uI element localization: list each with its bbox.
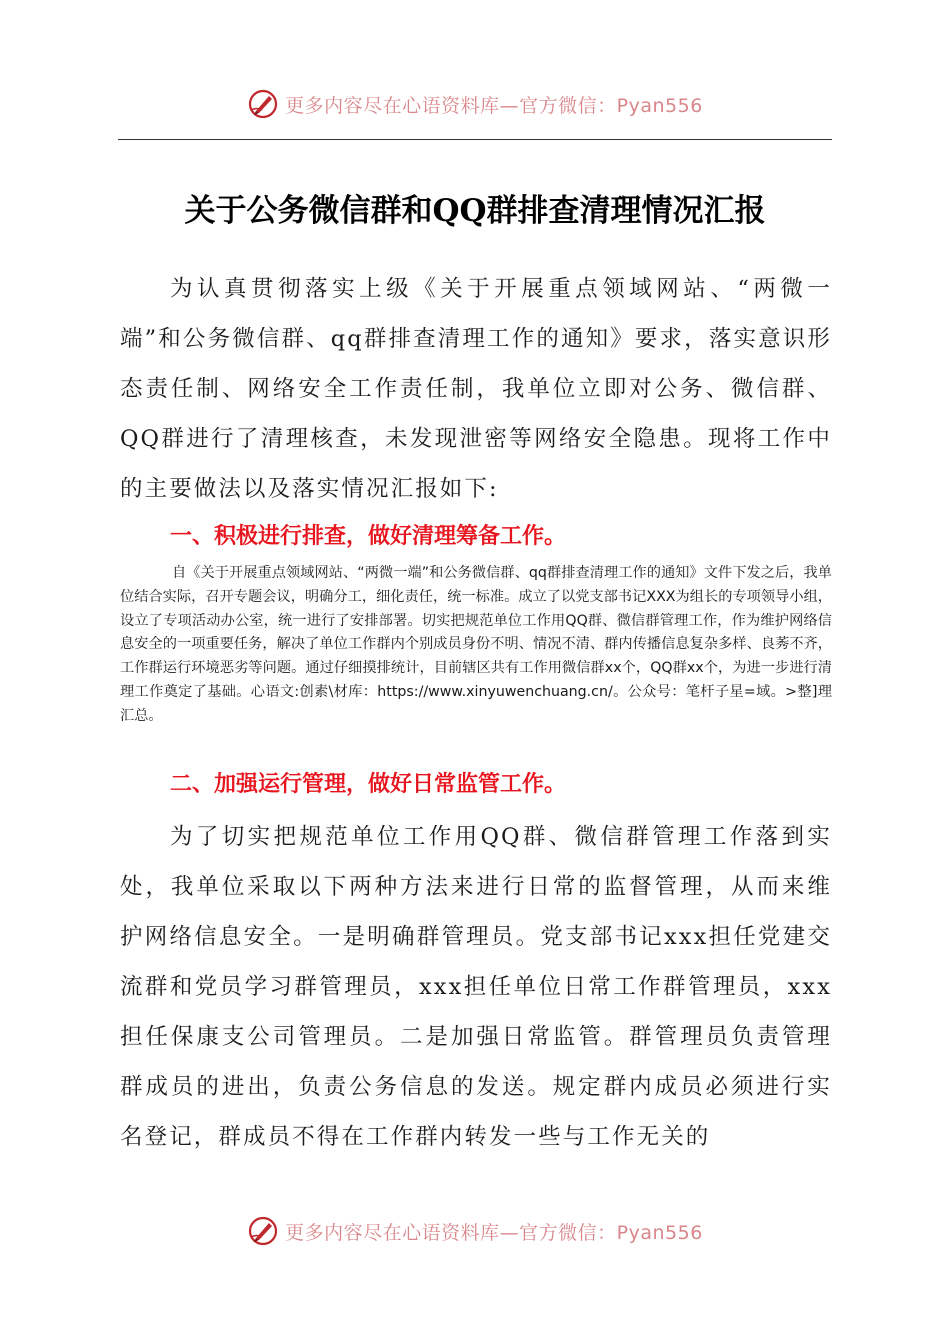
footer-watermark [0,1211,950,1251]
section-1-paragraph: 自《关于开展重点领域网站、“两微一端”和公务微信群、qq群排查清理工作的通知》文件下发之后，我单位结合实际，召开专题会议，明确分工，细化责任，统一标准。成立了以党支部书记XXX为组长的专项领导小组，设立了专项活动办公室，统一进行了安排部署。切实把规范单位工作用QQ群、微信群管理工作，作为维护网络信息安全的一项重要任务，解决了单位工作群内个别成员身份不明、情况不清、群内传播信息复杂多样、良莠不齐，工作群运行环境恶劣等问题。通过仔细摸排统计，目前辖区共有工作用微信群xx个，QQ群xx个，为进一步进行清理工作奠定了基础。心语文:创素\材库：https://www.xinyuwenchuang.cn/。公众号：笔杆子星=域。>整]理汇总。 [120,565,832,724]
header-watermark [0,84,950,124]
document-title: 关于公务微信群和QQ群排查清理情况汇报 [184,193,766,229]
watermark-text: 更多内容尽在心语资料库—官方微信：Pyan556 [285,94,703,117]
section-heading-1: 一、积极进行排查，做好清理筹备工作。 [170,524,567,549]
section-heading-2: 二、加强运行管理，做好日常监管工作。 [170,772,567,797]
pen-logo-icon [247,1215,279,1247]
intro-paragraph: 为认真贯彻落实上级《关于开展重点领域网站、“两微一端”和公务微信群、qq群排查清理工作的通知》要求，落实意识形态责任制、网络安全工作责任制，我单位立即对公务、微信群、QQ群进行了清理核查，未发现泄密等网络安全隐患。现将工作中的主要做法以及落实情况汇报如下: [120,276,832,502]
header-divider [118,139,832,140]
watermark-text: 更多内容尽在心语资料库—官方微信：Pyan556 [285,1221,703,1244]
pen-logo-icon [247,88,279,120]
section-2-paragraph: 为了切实把规范单位工作用QQ群、微信群管理工作落到实处，我单位采取以下两种方法来进行日常的监督管理，从而来维护网络信息安全。一是明确群管理员。党支部书记xxx担任党建交流群和党员学习群管理员，xxx担任单位日常工作群管理员，xxx担任保康支公司管理员。二是加强日常监管。群管理员负责管理群成员的进出，负责公务信息的发送。规定群内成员必须进行实名登记，群成员不得在工作群内转发一些与工作无关的 [120,824,832,1150]
